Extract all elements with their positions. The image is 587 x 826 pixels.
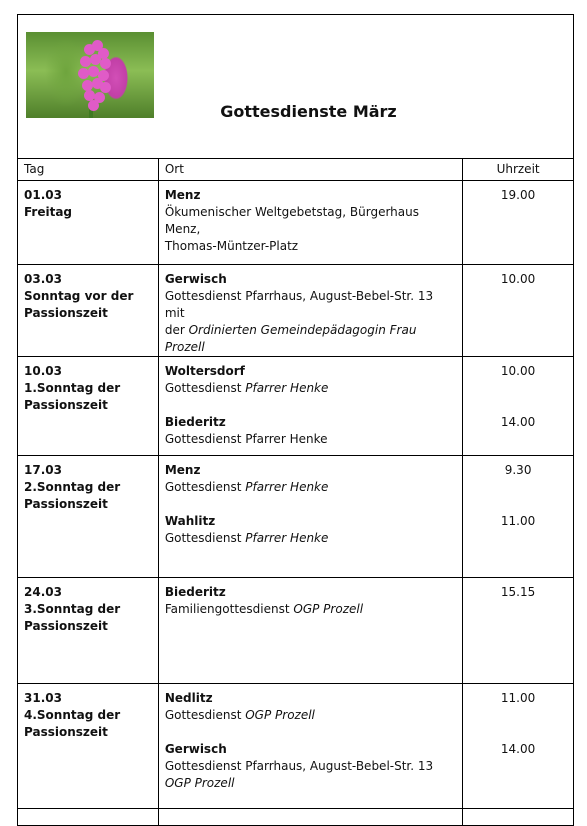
day-name: 3.Sonntag der Passionszeit (24, 602, 121, 633)
date-cell (18, 456, 159, 578)
place-name: Biederitz (164, 585, 226, 599)
description: Gottesdienst Pfarrhaus, August-Bebel-Str. 13 (164, 759, 434, 773)
time: 11.00 (500, 514, 536, 528)
description: Gottesdienst Pfarrer Henke (164, 432, 328, 446)
time: 19.00 (500, 188, 536, 202)
date: 10.03 (24, 364, 62, 378)
time-cell (463, 456, 574, 578)
description (165, 530, 456, 547)
time: 15.15 (500, 585, 536, 599)
time-cell (463, 684, 574, 826)
place-cell (158, 684, 462, 826)
day-name: 4.Sonntag der Passionszeit (24, 708, 121, 739)
date: 31.03 (24, 691, 62, 705)
schedule-table (17, 158, 574, 826)
description: Gottesdienst Pfarrhaus, August-Bebel-Str. 13 mit (164, 289, 434, 320)
place-name: Biederitz (164, 415, 226, 429)
flower-floret (100, 82, 111, 93)
description-part: Gottesdienst (164, 708, 246, 722)
description-italic: Ordinierten Gemeindepädagogin Frau Prozell (164, 323, 417, 354)
place-name: Menz (164, 463, 201, 477)
page-title: Gottesdienste März (220, 102, 397, 121)
day-name: 2.Sonntag der Passionszeit (24, 480, 121, 511)
description (165, 479, 456, 496)
description-italic: OGP Prozell (164, 776, 235, 790)
time: 14.00 (500, 415, 536, 429)
day-name: Freitag (24, 205, 73, 219)
description-italic: Pfarrer Henke (245, 480, 329, 494)
header-uhrzeit: Uhrzeit (463, 159, 574, 181)
place-name: Gerwisch (164, 742, 227, 756)
date-cell (18, 684, 159, 826)
table-row (18, 357, 574, 456)
place-name: Menz (164, 188, 201, 202)
header-row (18, 159, 574, 181)
time: 10.00 (500, 364, 536, 378)
place-cell (158, 578, 462, 684)
description (165, 601, 456, 618)
place-name: Nedlitz (164, 691, 213, 705)
date-cell (18, 578, 159, 684)
time: 14.00 (500, 742, 536, 756)
header-ort: Ort (158, 159, 462, 181)
day-name: 1.Sonntag der Passionszeit (24, 381, 121, 412)
time: 11.00 (500, 691, 536, 705)
place-cell (158, 181, 462, 265)
description-part: Gottesdienst (164, 381, 246, 395)
time-cell (463, 578, 574, 684)
flower-floret (100, 58, 111, 69)
date-cell (18, 265, 159, 357)
time-cell (463, 357, 574, 456)
date-cell (18, 357, 159, 456)
place-name: Wahlitz (164, 514, 216, 528)
place-name: Gerwisch (164, 272, 227, 286)
table-row (18, 456, 574, 578)
table-row (18, 265, 574, 357)
description-italic: Pfarrer Henke (245, 531, 329, 545)
date: 24.03 (24, 585, 62, 599)
time: 9.30 (504, 463, 532, 477)
description-part: Gottesdienst (164, 480, 246, 494)
description-italic: OGP Prozell (245, 708, 315, 722)
table-row (18, 684, 574, 826)
table-row (18, 578, 574, 684)
description (165, 380, 456, 397)
day-name: Sonntag vor der Passionszeit (24, 289, 134, 320)
table-row (18, 181, 574, 265)
date-cell (18, 181, 159, 265)
description: Thomas-Müntzer-Platz (164, 239, 299, 253)
date: 01.03 (24, 188, 62, 202)
description-part: der (164, 323, 189, 337)
place-cell (158, 456, 462, 578)
description (165, 322, 456, 356)
description-italic: OGP Prozell (293, 602, 364, 616)
description-italic: Pfarrer Henke (245, 381, 329, 395)
description-part: Gottesdienst (164, 531, 246, 545)
place-cell (158, 357, 462, 456)
time-cell (463, 265, 574, 357)
description-part: Familiengottesdienst (164, 602, 294, 616)
description: Ökumenischer Weltgebetstag, Bürgerhaus Menz, (164, 205, 420, 236)
time: 10.00 (500, 272, 536, 286)
header-tag: Tag (18, 159, 159, 181)
place-name: Woltersdorf (164, 364, 245, 378)
description (165, 707, 456, 724)
date: 03.03 (24, 272, 62, 286)
date: 17.03 (24, 463, 62, 477)
place-cell (158, 265, 462, 357)
time-cell (463, 181, 574, 265)
